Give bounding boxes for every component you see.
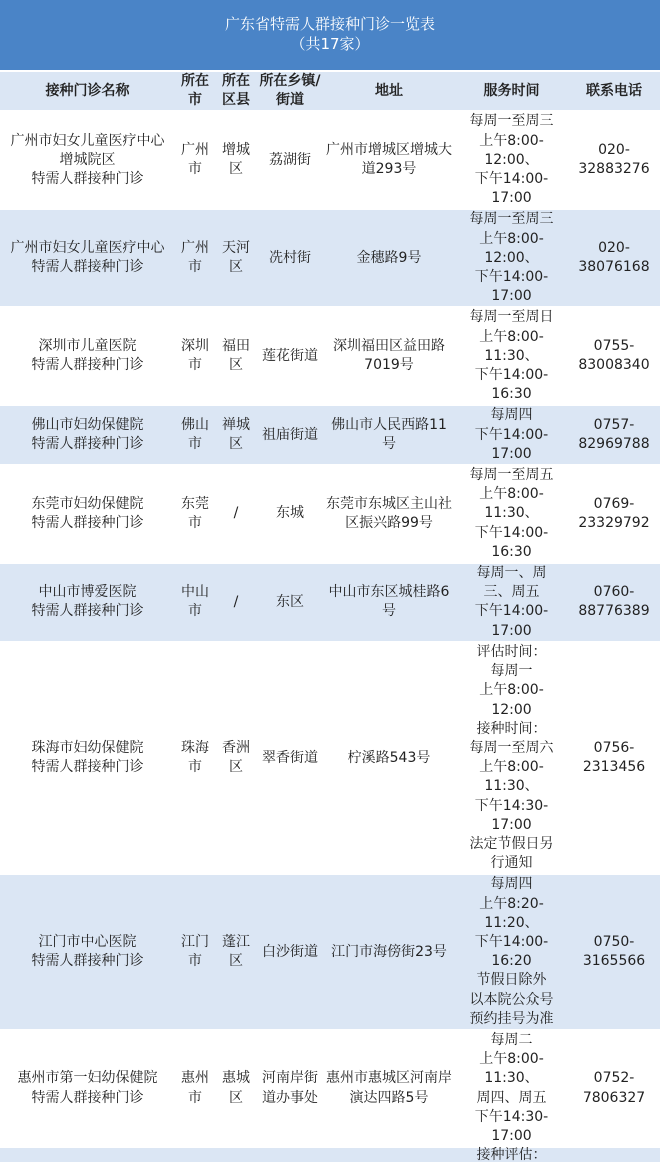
cell-district: / <box>215 563 257 642</box>
cell-address: 柠溪路543号 <box>323 642 455 874</box>
cell-town: 翠香街道 <box>257 642 323 874</box>
table-row <box>0 874 660 1030</box>
cell-town: 东城 <box>257 465 323 563</box>
cell-empty <box>257 1147 323 1162</box>
cell-phone: 0760- 88776389 <box>568 563 660 642</box>
header-district: 所在区县 <box>215 71 257 111</box>
cell-name: 佛山市妇幼保健院 特需人群接种门诊 <box>0 405 175 465</box>
cell-name: 东莞市妇幼保健院 特需人群接种门诊 <box>0 465 175 563</box>
header-name: 接种门诊名称 <box>0 71 175 111</box>
cell-phone: 0755- 83008340 <box>568 307 660 405</box>
cell-name: 广州市妇女儿童医疗中心 增城院区 特需人群接种门诊 <box>0 111 175 209</box>
cell-city: 江门市 <box>175 874 215 1030</box>
cell-town: 莲花街道 <box>257 307 323 405</box>
cell-city: 广州市 <box>175 111 215 209</box>
cell-name: 江门市中心医院 特需人群接种门诊 <box>0 874 175 1030</box>
cell-town: 冼村街 <box>257 209 323 307</box>
cell-name: 深圳市儿童医院 特需人群接种门诊 <box>0 307 175 405</box>
table-row-partial <box>0 1147 660 1162</box>
table-row <box>0 209 660 307</box>
table-row <box>0 1030 660 1147</box>
cell-district: 禅城区 <box>215 405 257 465</box>
cell-name: 中山市博爱医院 特需人群接种门诊 <box>0 563 175 642</box>
cell-hours: 每周一至周日 上午8:00- 11:30、 下午14:00- 16:30 <box>455 307 568 405</box>
cell-hours: 评估时间： 每周一 上午8:00- 12:00 接种时间： 每周一至周六 上午8:00- 11:30、 下午14:30- 17:00 法定节假日另 行通知 <box>455 642 568 874</box>
cell-hours: 每周一至周五 上午8:00- 11:30、 下午14:00- 16:30 <box>455 465 568 563</box>
cell-district: 福田区 <box>215 307 257 405</box>
header-hours: 服务时间 <box>455 71 568 111</box>
table-row <box>0 307 660 405</box>
table-header-row <box>0 71 660 111</box>
cell-district: 增城区 <box>215 111 257 209</box>
cell-hours-partial: 接种评估： <box>455 1147 568 1162</box>
cell-district: 蓬江区 <box>215 874 257 1030</box>
cell-hours: 每周一、周 三、周五 下午14:00- 17:00 <box>455 563 568 642</box>
cell-name: 惠州市第一妇幼保健院 特需人群接种门诊 <box>0 1030 175 1147</box>
table-row <box>0 111 660 209</box>
cell-phone: 0757- 82969788 <box>568 405 660 465</box>
cell-city: 深圳市 <box>175 307 215 405</box>
cell-address: 东莞市东城区主山社区振兴路99号 <box>323 465 455 563</box>
cell-town: 东区 <box>257 563 323 642</box>
header-city: 所在市 <box>175 71 215 111</box>
cell-district: / <box>215 465 257 563</box>
cell-empty <box>0 1147 175 1162</box>
cell-phone: 0769- 23329792 <box>568 465 660 563</box>
cell-hours: 每周四 下午14:00- 17:00 <box>455 405 568 465</box>
cell-district: 香洲区 <box>215 642 257 874</box>
cell-address: 深圳福田区益田路7019号 <box>323 307 455 405</box>
cell-phone: 0756- 2313456 <box>568 642 660 874</box>
cell-address: 广州市增城区增城大道293号 <box>323 111 455 209</box>
cell-empty <box>323 1147 455 1162</box>
cell-empty <box>215 1147 257 1162</box>
cell-phone: 020- 32883276 <box>568 111 660 209</box>
cell-address: 惠州市惠城区河南岸演达四路5号 <box>323 1030 455 1147</box>
cell-city: 珠海市 <box>175 642 215 874</box>
cell-town: 祖庙街道 <box>257 405 323 465</box>
table-row <box>0 563 660 642</box>
cell-empty <box>175 1147 215 1162</box>
cell-city: 中山市 <box>175 563 215 642</box>
cell-address: 金穗路9号 <box>323 209 455 307</box>
cell-hours: 每周一至周三 上午8:00- 12:00、 下午14:00- 17:00 <box>455 111 568 209</box>
cell-phone: 0750- 3165566 <box>568 874 660 1030</box>
table-row <box>0 465 660 563</box>
table-row <box>0 405 660 465</box>
cell-phone: 020- 38076168 <box>568 209 660 307</box>
cell-town: 荔湖街 <box>257 111 323 209</box>
cell-address: 中山市东区城桂路6号 <box>323 563 455 642</box>
cell-city: 东莞市 <box>175 465 215 563</box>
cell-hours: 每周四 上午8:20- 11:20、 下午14:00- 16:20 节假日除外 以本院公众号 预约挂号为准 <box>455 874 568 1030</box>
table-row <box>0 642 660 874</box>
table-subtitle: （共17家） <box>290 35 370 53</box>
header-phone: 联系电话 <box>568 71 660 111</box>
cell-name: 广州市妇女儿童医疗中心 特需人群接种门诊 <box>0 209 175 307</box>
header-town: 所在乡镇/街道 <box>257 71 323 111</box>
cell-address: 佛山市人民西路11号 <box>323 405 455 465</box>
cell-city: 佛山市 <box>175 405 215 465</box>
cell-district: 惠城区 <box>215 1030 257 1147</box>
table-title: 广东省特需人群接种门诊一览表 <box>224 15 435 33</box>
header-address: 地址 <box>323 71 455 111</box>
cell-phone: 0752- 7806327 <box>568 1030 660 1147</box>
cell-city: 广州市 <box>175 209 215 307</box>
cell-town: 白沙街道 <box>257 874 323 1030</box>
cell-hours: 每周一至周三 上午8:00- 12:00、 下午14:00- 17:00 <box>455 209 568 307</box>
cell-hours: 每周二 上午8:00- 11:30、 周四、周五 下午14:30- 17:00 <box>455 1030 568 1147</box>
cell-town: 河南岸街道办事处 <box>257 1030 323 1147</box>
cell-name: 珠海市妇幼保健院 特需人群接种门诊 <box>0 642 175 874</box>
clinic-table <box>0 70 660 1162</box>
table-title-bar <box>0 0 660 70</box>
cell-empty <box>568 1147 660 1162</box>
cell-district: 天河区 <box>215 209 257 307</box>
cell-address: 江门市海傍街23号 <box>323 874 455 1030</box>
cell-city: 惠州市 <box>175 1030 215 1147</box>
